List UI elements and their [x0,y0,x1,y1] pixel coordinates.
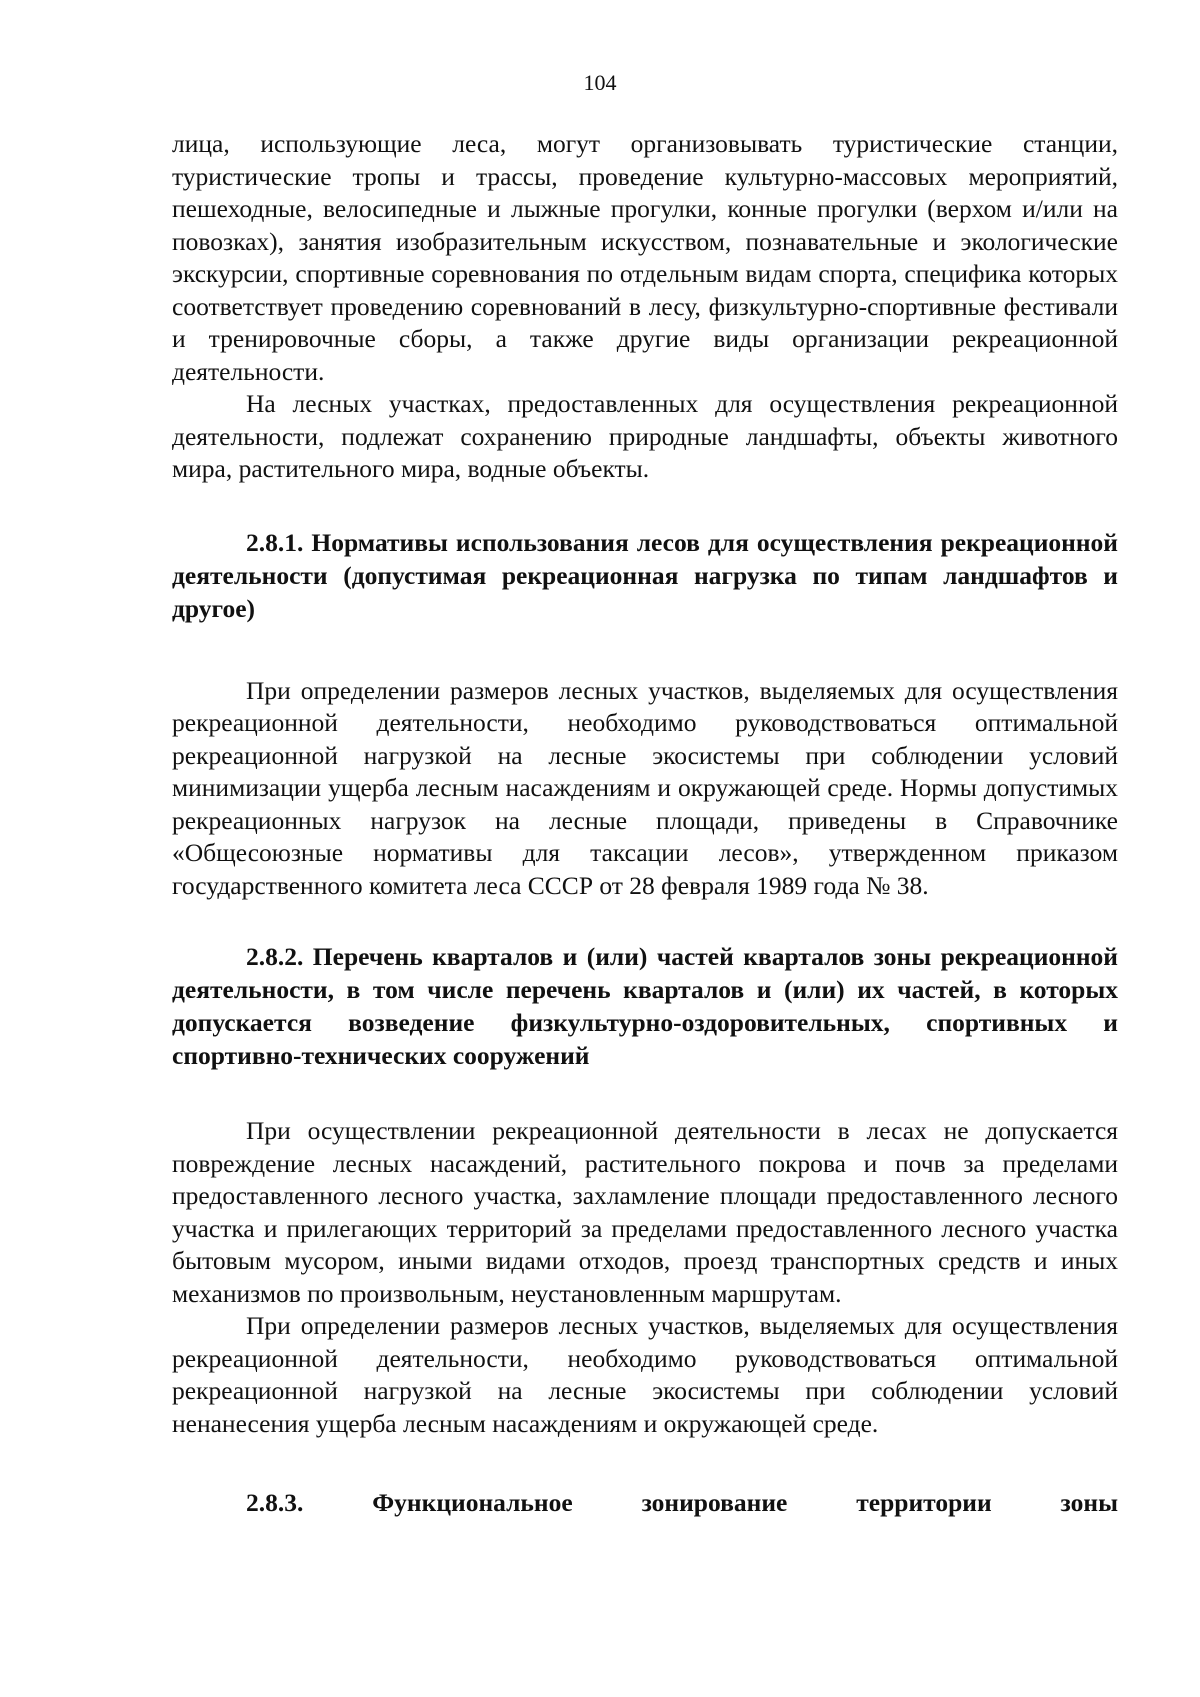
page-number: 104 [583,70,617,95]
document-body [172,128,1118,1519]
paragraph-prohibited-actions: При осуществлении рекреационной деятельности в лесах не допускается повреждение лесных насаждений, растительного покрова и почв за пределами предоставленного лесного участка, захламление площади предоставленного лесного участка и прилегающих территорий за пределами предоставленного лесного участка бытовым мусором, иными видами отходов, проезд транспортных средств и иных механизмов по произвольным, неустановленным маршрутам. [172,1116,1118,1308]
section-heading-2-8-1: 2.8.1. Нормативы использования лесов для осуществления рекреационной деятельности (допустимая рекреационная нагрузка по типам ландшафтов и другое) [172,527,1118,623]
section-heading-2-8-2: 2.8.2. Перечень кварталов и (или) частей кварталов зоны рекреационной деятельности, в том числе перечень кварталов и (или) их частей, в которых допускается возведение физкультурно-оздоровительных, спортивных и спортивно-технических сооружений [172,942,1118,1070]
paragraph-preserved-objects: На лесных участках, предоставленных для осуществления рекреационной деятельности, подлежат сохранению природные ландшафты, объекты животного мира, растительного мира, водные объекты. [172,389,1118,483]
paragraph-recreational-load-norms: При определении размеров лесных участков, выделяемых для осуществления рекреационной деятельности, необходимо руководствоваться оптимальной рекреационной нагрузкой на лесные экосистемы при соблюдении условий минимизации ущерба лесным насаждениям и окружающей среде. Нормы допустимых рекреационных нагрузок на лесные площади, приведены в Справочнике «Общесоюзные нормативы для таксации лесов», утвержденном приказом государственного комитета леса СССР от 28 февраля 1989 года № 38. [172,675,1118,900]
paragraph-plot-size-determination: При определении размеров лесных участков, выделяемых для осуществления рекреационной деятельности, необходимо руководствоваться оптимальной рекреационной нагрузкой на лесные экосистемы при соблюдении условий ненанесения ущерба лесным насаждениям и окружающей среде. [172,1311,1118,1438]
paragraph-forest-users-activities: лица, использующие леса, могут организовывать туристические станции, туристические тропы и трассы, проведение культурно-массовых мероприятий, пешеходные, велосипедные и лыжные прогулки, конные прогулки (верхом и/или на повозках), занятия изобразительным искусством, познавательные и экологические экскурсии, спортивные соревнования по отдельным видам спорта, специфика которых соответствует проведению соревнований в лесу, физкультурно-спортивные фестивали и тренировочные сборы, а также другие виды организации рекреационной деятельности. [172,129,1118,386]
section-heading-2-8-3: 2.8.3. Функциональное зонирование территории зоны [246,1488,1118,1517]
